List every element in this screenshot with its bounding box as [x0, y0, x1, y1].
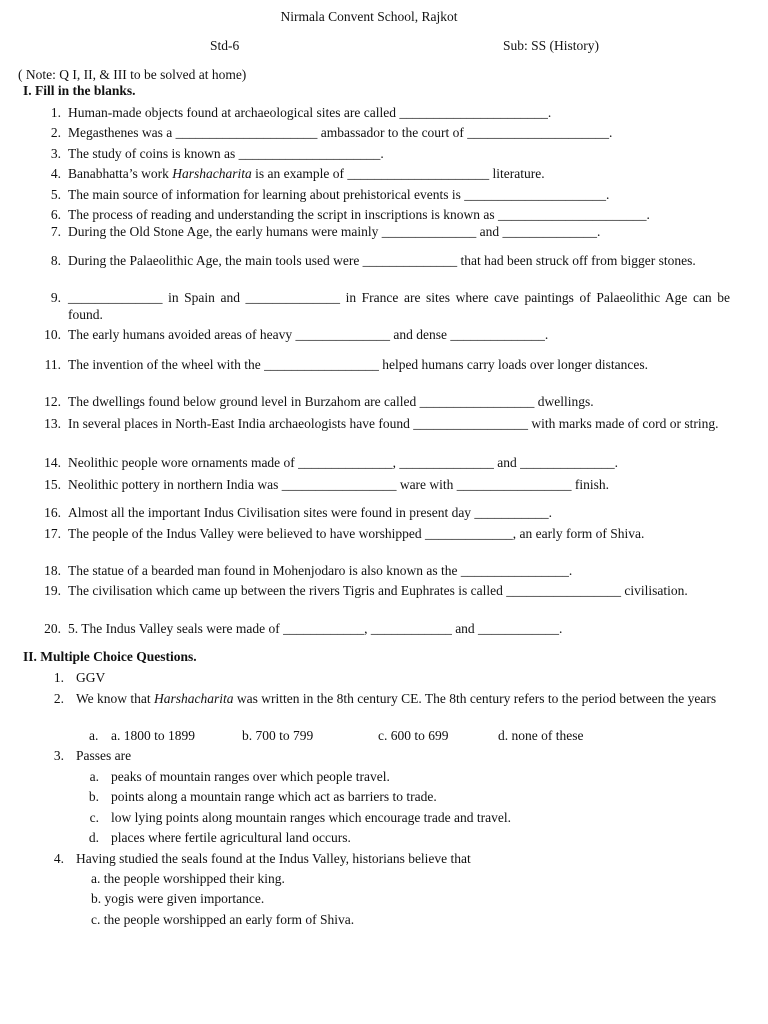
- question-text: We know that Harshacharita was written in the 8th century CE. The 8th century refers to the period between the years: [76, 691, 717, 706]
- subject-label: Sub: SS (History): [503, 38, 600, 53]
- question-text: The invention of the wheel with the _________________ helped humans carry loads over longer distances.: [68, 357, 648, 372]
- question-text: During the Palaeolithic Age, the main tools used were ______________ that had been struck off from bigger stones.: [68, 253, 696, 268]
- fill-blank-question: [37, 525, 730, 542]
- question-number: 19.: [44, 583, 61, 598]
- mcq-option: a. the people worshipped their king.: [91, 871, 285, 886]
- question-number: 4.: [53, 851, 64, 866]
- question-number: 20.: [44, 621, 61, 636]
- question-number: 17.: [44, 526, 61, 541]
- fill-blank-question: [37, 186, 730, 203]
- section-1-heading: I. Fill in the blanks.: [23, 83, 136, 98]
- fill-blank-question: [37, 145, 730, 162]
- fill-blank-question: [37, 165, 730, 182]
- question-text: The dwellings found below ground level in Burzahom are called _________________ dwellings.: [68, 394, 594, 409]
- question-text: 5. The Indus Valley seals were made of ____________, ____________ and ____________.: [68, 621, 563, 636]
- question-text: Neolithic people wore ornaments made of ______________, ______________ and ______________.: [68, 455, 619, 470]
- question-number: 7.: [50, 224, 61, 239]
- question-text: In several places in North-East India archaeologists have found _________________ with marks made of cord or string.: [68, 416, 719, 431]
- question-text: The statue of a bearded man found in Mohenjodaro is also known as the ________________.: [68, 563, 573, 578]
- question-number: 10.: [44, 327, 61, 342]
- fill-blank-question: [37, 289, 730, 323]
- question-text: Human-made objects found at archaeological sites are called ______________________.: [68, 105, 552, 120]
- fill-blank-question: [37, 326, 730, 343]
- question-text: The people of the Indus Valley were believed to have worshipped _____________, an early form of Shiva.: [68, 526, 645, 541]
- question-number: 2.: [53, 691, 64, 706]
- question-text: Neolithic pottery in northern India was _________________ ware with _________________ finish.: [68, 477, 610, 492]
- question-text: Megasthenes was a _____________________ ambassador to the court of _____________________.: [68, 125, 613, 140]
- fill-blank-question: [37, 393, 730, 410]
- option-text: points along a mountain range which act as barriers to trade.: [111, 789, 437, 804]
- fill-blank-question: [37, 124, 730, 141]
- question-number: 18.: [44, 563, 61, 578]
- question-number: 14.: [44, 455, 61, 470]
- fill-blank-question: [37, 356, 730, 373]
- mcq-option: [87, 768, 390, 785]
- question-text: Passes are: [76, 748, 132, 763]
- option-list-marker: a.: [89, 728, 99, 743]
- question-number: 2.: [50, 125, 61, 140]
- question-text: Almost all the important Indus Civilisation sites were found in present day ___________.: [68, 505, 553, 520]
- mcq-option: d. none of these: [498, 728, 584, 743]
- question-number: 13.: [44, 416, 61, 431]
- question-number: 9.: [50, 290, 61, 305]
- question-number: 8.: [50, 253, 61, 268]
- mcq-option: a. 1800 to 1899: [111, 728, 195, 743]
- fill-blank-question: [37, 206, 730, 223]
- mcq-question: [44, 669, 730, 686]
- question-number: 11.: [44, 357, 61, 372]
- book-title: Harshacharita: [154, 691, 234, 706]
- option-letter: a.: [89, 769, 99, 784]
- question-number: 1.: [53, 670, 64, 685]
- mcq-option: [87, 829, 351, 846]
- fill-blank-question: [37, 104, 730, 121]
- question-text: The civilisation which came up between the rivers Tigris and Euphrates is called _________________ civilisation.: [68, 583, 688, 598]
- fill-blank-question: [37, 504, 730, 521]
- mcq-option: b. yogis were given importance.: [91, 891, 265, 906]
- question-text: The process of reading and understanding the script in inscriptions is known as ______________________.: [68, 207, 650, 222]
- fill-blank-question: [37, 223, 730, 240]
- option-letter: d.: [88, 830, 99, 845]
- option-text: places where fertile agricultural land occurs.: [111, 830, 351, 845]
- fill-blank-question: [37, 582, 730, 599]
- option-letter: b.: [88, 789, 99, 804]
- homework-note: ( Note: Q I, II, & III to be solved at home): [18, 67, 247, 82]
- question-number: 16.: [44, 505, 61, 520]
- school-name: Nirmala Convent School, Rajkot: [280, 9, 458, 24]
- mcq-option: c. 600 to 699: [378, 728, 449, 743]
- question-number: 3.: [53, 748, 64, 763]
- question-text: ______________ in Spain and ______________ in France are sites where cave paintings of Palaeolithic Age can be found.: [68, 290, 730, 322]
- mcq-question: [44, 690, 730, 707]
- question-number: 6.: [50, 207, 61, 222]
- fill-blank-question: [37, 562, 730, 579]
- option-text: peaks of mountain ranges over which people travel.: [111, 769, 390, 784]
- section-2-heading: II. Multiple Choice Questions.: [23, 649, 197, 664]
- book-title: Harshacharita: [172, 166, 252, 181]
- option-letter: c.: [89, 810, 99, 825]
- question-number: 4.: [50, 166, 61, 181]
- question-text: The early humans avoided areas of heavy ______________ and dense ______________.: [68, 327, 549, 342]
- question-number: 1.: [50, 105, 61, 120]
- fill-blank-question: [37, 620, 730, 637]
- fill-blank-question: [37, 476, 730, 493]
- fill-blank-question: [37, 415, 730, 432]
- question-number: 15.: [44, 477, 61, 492]
- standard-label: Std-6: [210, 38, 240, 53]
- fill-blank-question: [37, 252, 730, 269]
- question-text: The main source of information for learning about prehistorical events is _____________________.: [68, 187, 610, 202]
- question-text: GGV: [76, 670, 106, 685]
- option-text: low lying points along mountain ranges which encourage trade and travel.: [111, 810, 512, 825]
- question-number: 3.: [50, 146, 61, 161]
- mcq-question: [44, 850, 730, 867]
- question-text: Having studied the seals found at the Indus Valley, historians believe that: [76, 851, 471, 866]
- mcq-option: c. the people worshipped an early form of Shiva.: [91, 912, 355, 927]
- fill-blank-question: [37, 454, 730, 471]
- mcq-question: [44, 747, 730, 764]
- question-number: 12.: [44, 394, 61, 409]
- question-number: 5.: [50, 187, 61, 202]
- question-text: During the Old Stone Age, the early humans were mainly ______________ and ______________.: [68, 224, 601, 239]
- question-text: The study of coins is known as _____________________.: [68, 146, 384, 161]
- mcq-option: [87, 809, 511, 826]
- question-text: Banabhatta’s work Harshacharita is an example of _____________________ literature.: [68, 166, 545, 181]
- mcq-option: b. 700 to 799: [242, 728, 314, 743]
- mcq-option: [87, 788, 437, 805]
